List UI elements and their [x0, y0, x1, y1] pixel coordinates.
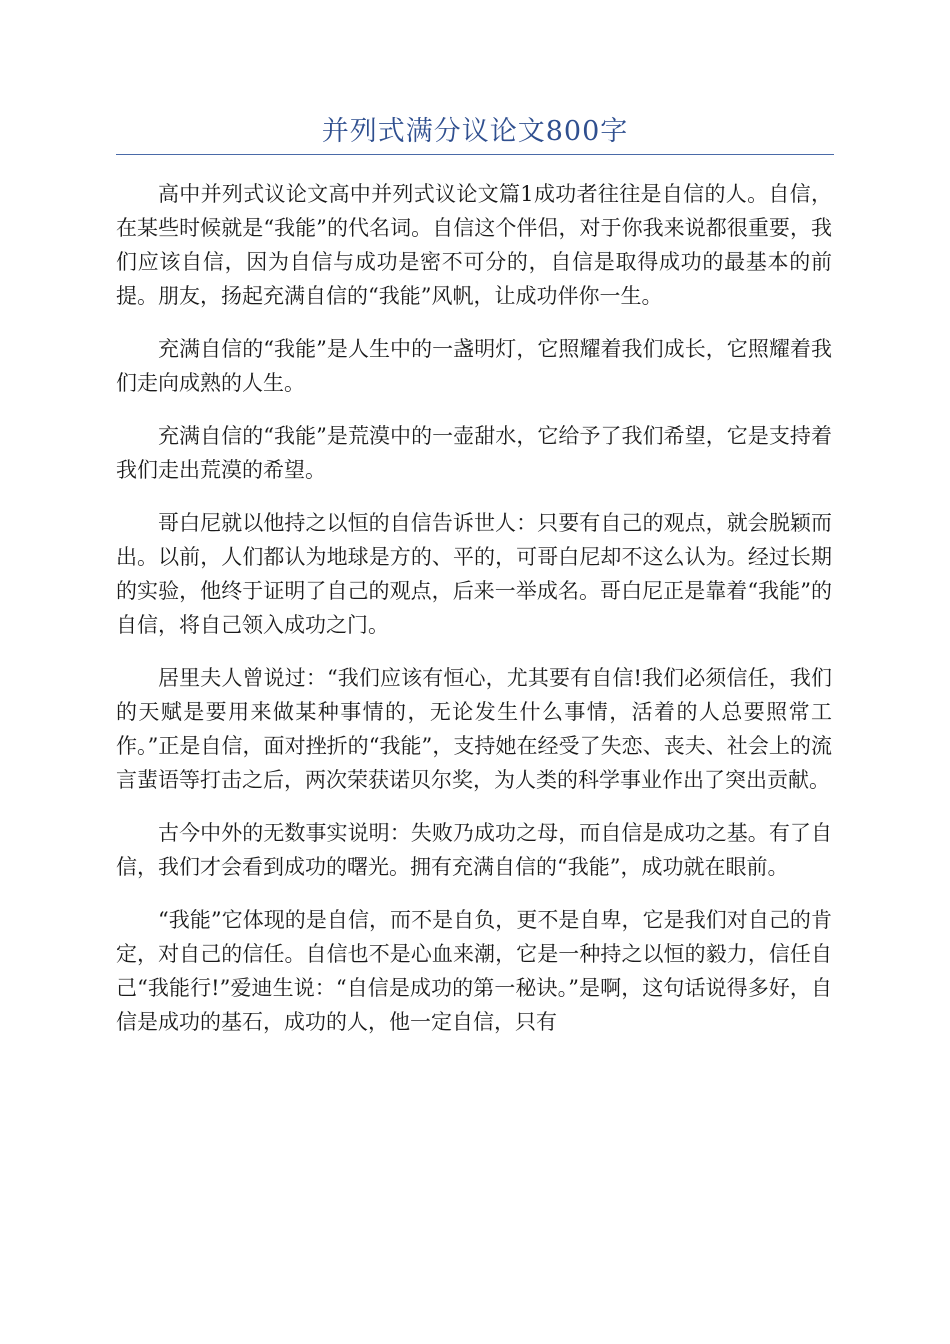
document-title: 并列式满分议论文800字: [321, 116, 629, 147]
paragraph: 充满自信的“我能”是荒漠中的一壶甜水，它给予了我们希望，它是支持着我们走出荒漠的希望。: [116, 424, 832, 482]
paragraph: 高中并列式议论文高中并列式议论文篇1成功者往往是自信的人。自信，在某些时候就是“我能”的代名词。自信这个伴侣，对于你我来说都很重要，我们应该自信，因为自信与成功是密不可分的，自信是取得成功的最基本的前提。朋友，扬起充满自信的“我能”风帆，让成功伴你一生。: [116, 182, 832, 308]
paragraph: 古今中外的无数事实说明：失败乃成功之母，而自信是成功之基。有了自信，我们才会看到成功的曙光。拥有充满自信的“我能”，成功就在眼前。: [116, 821, 832, 879]
document-body: [116, 177, 832, 1058]
title-underline: [116, 154, 834, 155]
paragraph: 居里夫人曾说过：“我们应该有恒心，尤其要有自信!我们必须信任，我们的天赋是要用来做某种事情的，无论发生什么事情，活着的人总要照常工作。”正是自信，面对挫折的“我能”，支持她在经受了失恋、丧夫、社会上的流言蜚语等打击之后，两次荣获诺贝尔奖，为人类的科学事业作出了突出贡献。: [116, 666, 832, 792]
paragraph: 充满自信的“我能”是人生中的一盏明灯，它照耀着我们成长，它照耀着我们走向成熟的人生。: [116, 337, 832, 395]
paragraph: “我能”它体现的是自信，而不是自负，更不是自卑，它是我们对自己的肯定，对自己的信任。自信也不是心血来潮，它是一种持之以恒的毅力，信任自己“我能行!”爱迪生说：“自信是成功的第一秘诀。”是啊，这句话说得多好，自信是成功的基石，成功的人，他一定自信，只有: [116, 908, 832, 1034]
paragraph: 哥白尼就以他持之以恒的自信告诉世人：只要有自己的观点，就会脱颖而出。以前，人们都认为地球是方的、平的，可哥白尼却不这么认为。经过长期的实验，他终于证明了自己的观点，后来一举成名。哥白尼正是靠着“我能”的自信，将自己领入成功之门。: [116, 511, 832, 637]
